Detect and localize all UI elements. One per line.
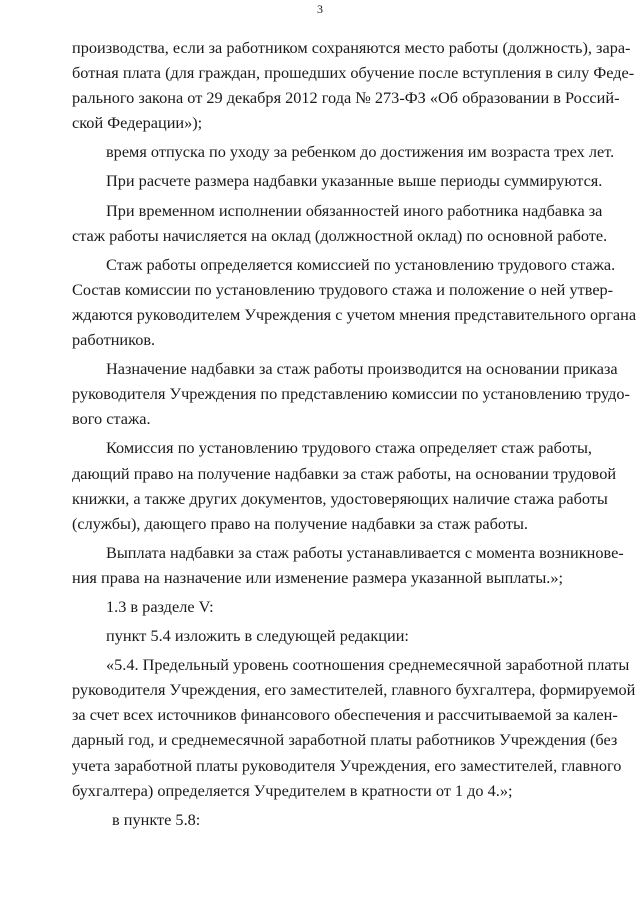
- text-line: Стаж работы определяется комиссией по установлению трудового стажа.: [106, 254, 616, 274]
- paragraph: [72, 356, 630, 431]
- paragraph: [72, 139, 615, 164]
- text-line: 1.3 в разделе V:: [106, 596, 214, 616]
- paragraph: [72, 540, 624, 590]
- text-line: производства, если за работником сохраняются место работы (должность), зара-: [72, 38, 631, 57]
- paragraph: [72, 623, 592, 648]
- text-line: (службы), дающего право на получение надбавки за стаж работы.: [72, 513, 528, 533]
- text-line: руководителя Учреждения по представлению комиссии по установлению трудо-: [72, 384, 630, 404]
- paragraph: [72, 435, 617, 535]
- paragraph: [72, 198, 608, 248]
- paragraph: [72, 594, 592, 619]
- text-line: ждаются руководителем Учреждения с учетом мнения представительного органа: [72, 304, 637, 324]
- text-line: работников.: [72, 330, 156, 350]
- text-line: учета заработной платы руководителя Учреждения, его заместителей, главного: [72, 755, 622, 775]
- text-line: Выплата надбавки за стаж работы устанавливается с момента возникнове-: [106, 542, 624, 562]
- text-line: в пункте 5.8:: [112, 809, 201, 829]
- paragraph: [72, 652, 636, 803]
- paragraph: [72, 807, 592, 832]
- text-line: Состав комиссии по установлению трудового стажа и положение о ней утвер-: [72, 279, 614, 299]
- text-line: бухгалтера) определяется Учредителем в кратности от 1 до 4.»;: [72, 780, 513, 800]
- paragraph: [72, 35, 635, 135]
- paragraph: [72, 252, 637, 352]
- text-line: руководителя Учреждения, его заместителей, главного бухгалтера, формируемой: [72, 680, 636, 700]
- paragraph: [72, 168, 603, 193]
- text-line: «5.4. Предельный уровень соотношения среднемесячной заработной платы: [106, 655, 630, 675]
- text-line: за счет всех источников финансового обеспечения и рассчитываемой за кален-: [72, 705, 618, 725]
- page-number: 3: [317, 2, 323, 16]
- text-line: ботная плата (для граждан, прошедших обучение после вступления в силу Феде-: [72, 63, 635, 83]
- text-line: стаж работы начисляется на оклад (должностной оклад) по основной работе.: [72, 225, 608, 245]
- text-line: пункт 5.4 изложить в следующей редакции:: [106, 626, 409, 646]
- text-line: ния права на назначение или изменение размера указанной выплаты.»;: [72, 567, 563, 587]
- text-line: Назначение надбавки за стаж работы производится на основании приказа: [106, 359, 618, 379]
- text-line: При временном исполнении обязанностей иного работника надбавка за: [106, 200, 603, 220]
- text-line: При расчете размера надбавки указанные выше периоды суммируются.: [106, 171, 603, 191]
- text-line: книжки, а также других документов, удостоверяющих наличие стажа работы: [72, 488, 608, 508]
- text-line: дарный год, и среднемесячной заработной платы работников Учреждения (без: [72, 730, 618, 750]
- text-line: Комиссия по установлению трудового стажа определяет стаж работы,: [106, 438, 592, 458]
- text-line: рального закона от 29 декабря 2012 года № 273-ФЗ «Об образовании в Россий-: [72, 88, 620, 108]
- text-line: ской Федерации»);: [72, 113, 203, 133]
- document-body: [72, 35, 637, 832]
- text-line: дающий право на получение надбавки за стаж работы, на основании трудовой: [72, 463, 617, 483]
- text-line: вого стажа.: [72, 409, 151, 429]
- text-line: время отпуска по уходу за ребенком до достижения им возраста трех лет.: [106, 142, 615, 162]
